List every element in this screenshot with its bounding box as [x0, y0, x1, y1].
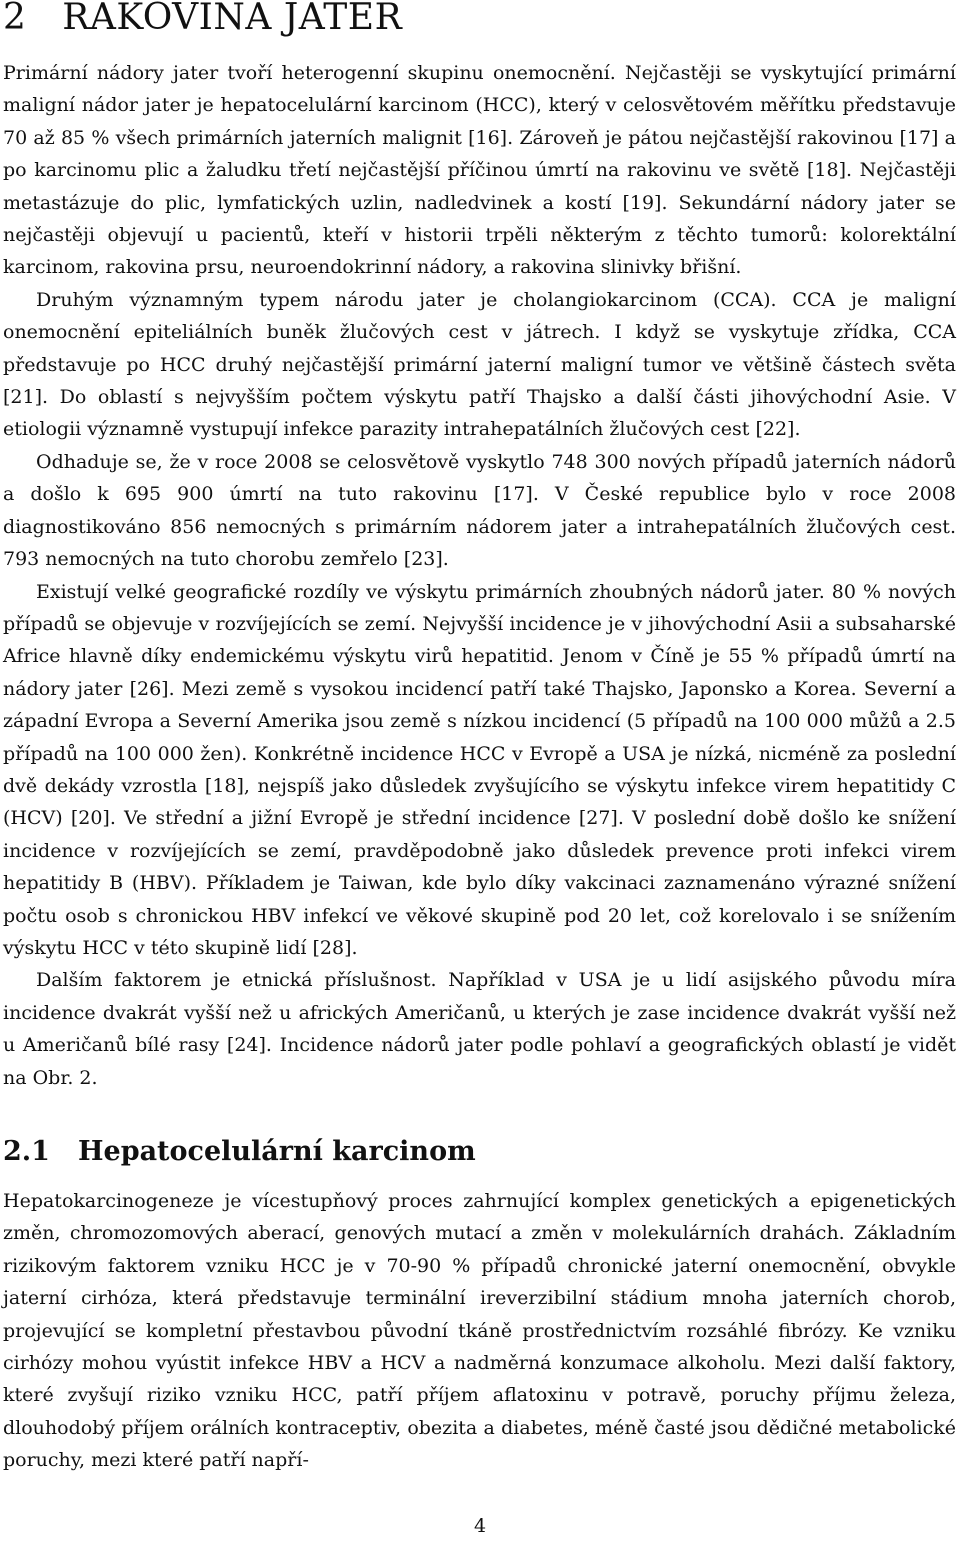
chapter-body	[3, 57, 956, 1094]
page-number: 4	[473, 1515, 487, 1537]
paragraph-statistics: Odhaduje se, že v roce 2008 se celosvětově vyskytlo 748 300 nových případů jaterních nádorů a došlo k 695 900 úmrtí na tuto rakovinu [17]. V České republice bylo v roce 2008 diagnostikováno 856 nemocných s primárním nádorem jater a intrahepatálních žlučových cest. 793 nemocných na tuto chorobu zemřelo [23].	[3, 450, 956, 571]
section-title: Hepatocelulární karcinom	[78, 1136, 476, 1167]
section-number: 2.1	[3, 1136, 50, 1167]
paragraph-ethnicity: Dalším faktorem je etnická příslušnost. Například v USA je u lidí asijského původu míra incidence dvakrát vyšší než u afrických Američanů, u kterých je zase incidence dvakrát vyšší než u Američanů bílé rasy [24]. Incidence nádorů jater podle pohlaví a geografických oblastí je vidět na Obr. 2.	[3, 969, 956, 1089]
section-heading	[3, 1138, 476, 1165]
chapter-heading	[3, 0, 402, 36]
section-body	[3, 1185, 956, 1477]
paragraph-hcc: Hepatokarcinogeneze je vícestupňový proces zahrnující komplex genetických a epigenetických změn, chromozomových aberací, genových mutací a změn v molekulárních drahách. Základním rizikovým faktorem vzniku HCC je v 70-90 % případů chronické jaterní onemocnění, obvykle jaterní cirhóza, která představuje terminální ireverzibilní stádium mnoha jaterních chorob, projevující se kompletní přestavbou původní tkáně prostřednictvím rozsáhlé fibrózy. Ke vzniku cirhózy mohou vyústit infekce HBV a HCV a nadměrná konzumace alkoholu. Mezi další faktory, které zvyšují riziko vzniku HCC, patří příjem aflatoxinu v potravě, poruchy příjmu železa, dlouhodobý příjem orálních kontraceptiv, obezita a diabetes, méně časté jsou dědičné metabolické poruchy, mezi které patří napří-	[3, 1190, 956, 1472]
paragraph-intro: Primární nádory jater tvoří heterogenní skupinu onemocnění. Nejčastěji se vyskytující primární maligní nádor jater je hepatocelulární karcinom (HCC), který v celosvětovém měřítku představuje 70 až 85 % všech primárních jaterních malignit [16]. Zároveň je pátou nejčastější rakovinou [17] a po karcinomu plic a žaludku třetí nejčastější příčinou úmrtí na rakovinu ve světě [18]. Nejčastěji metastázuje do plic, lymfatických uzlin, nadledvinek a kostí [19]. Sekundární nádory jater se nejčastěji objevují u pacientů, kteří v historii trpěli některým z těchto tumorů: kolorektální karcinom, rakovina prsu, neuroendokrinní nádory, a rakovina slinivky břišní.	[3, 62, 956, 279]
paragraph-cca: Druhým významným typem národu jater je cholangiokarcinom (CCA). CCA je maligní onemocnění epiteliálních buněk žlučových cest v játrech. I když se vyskytuje zřídka, CCA představuje po HCC druhý nejčastější primární jaterní maligní tumor ve většině částech světa [21]. Do oblastí s nejvyšším počtem výskytu patří Thajsko a další části jihovýchodní Asie. V etiologii významně vystupují infekce parazity intrahepatálních žlučových cest [22].	[3, 288, 956, 441]
chapter-number: 2	[3, 0, 27, 38]
chapter-title: RAKOVINA JATER	[62, 0, 403, 38]
paragraph-geography: Existují velké geografické rozdíly ve výskytu primárních zhoubných nádorů jater. 80 % nových případů se objevuje v rozvíjejících se zemí. Nejvyšší incidence je v jihovýchodní Asii a subsaharské Africe hlavně díky endemickému výskytu virů hepatitid. Jenom v Číně je 55 % případů úmrtí na nádory jater [26]. Mezi země s vysokou incidencí patří také Thajsko, Japonsko a Korea. Severní a západní Evropa a Severní Amerika jsou země s nízkou incidencí (5 případů na 100 000 můžů a 2.5 případů na 100 000 žen). Konkrétně incidence HCC v Evropě a USA je nízká, nicméně za poslední dvě dekády vzrostla [18], nejspíš jako důsledek zvyšujícího se výskytu infekce virem hepatitidy C (HCV) [20]. Ve střední a jižní Evropě je střední incidence [27]. V poslední době došlo ke snížení incidence v rozvíjejících se zemí, pravděpodobně jako důsledek prevence proti infekci virem hepatitidy B (HBV). Příkladem je Taiwan, kde bylo díky vakcinaci zaznamenáno výrazné snížení počtu osob s chronickou HBV infekcí ve věkové skupině pod 20 let, což korelovalo i se snížením výskytu HCC v této skupině lidí [28].	[3, 580, 956, 959]
